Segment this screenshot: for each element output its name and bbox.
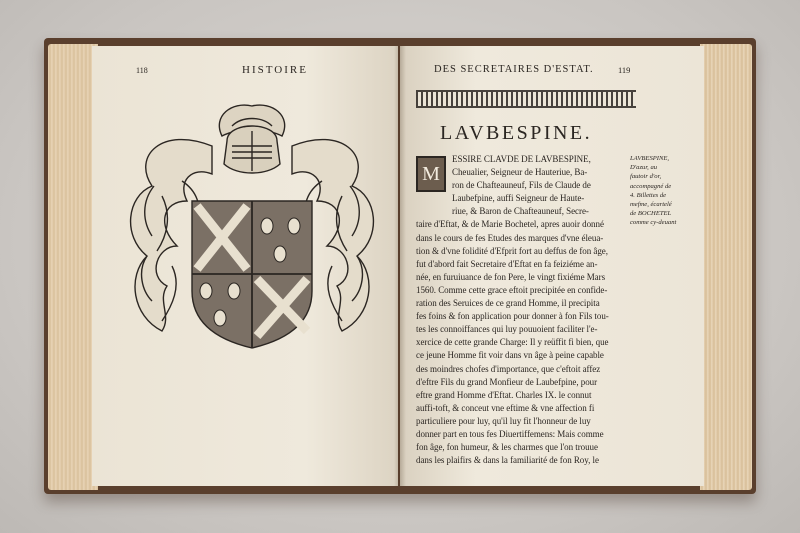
body-line: dans le cours de fes Etudes des marques d'vne éleua- bbox=[416, 232, 604, 243]
body-text bbox=[416, 153, 628, 467]
body-line: ration des Seruices de ce grand Homme, il precipita bbox=[416, 298, 600, 309]
left-running-head: HISTOIRE bbox=[242, 64, 308, 76]
body-line: 1560. Comme cette grace eftoit precipitée en confide- bbox=[416, 284, 608, 295]
body-line: ESSIRE CLAVDE DE LAVBESPINE, bbox=[452, 154, 591, 164]
body-line: dans les plaifirs & dans la familiarité de fon Roy, le bbox=[416, 455, 599, 466]
body-line: d'eftre Fils du grand Monfieur de Laubefpine, pour bbox=[416, 376, 598, 387]
margin-note-line: accompagné de bbox=[630, 182, 672, 190]
margin-note-line: fautoir d'or, bbox=[630, 173, 662, 181]
margin-note-line: de BOCHETEL bbox=[630, 210, 672, 218]
body-line: fes foins & fon application pour donner à fon Fils tou- bbox=[416, 311, 609, 322]
left-page bbox=[92, 46, 398, 486]
body-line: Laubefpine, auffi Seigneur de Haute- bbox=[452, 193, 585, 204]
margin-note-line: D'azur, au bbox=[630, 164, 658, 172]
body-line: fon âge, fon humeur, & les charmes que l'on trouue bbox=[416, 442, 598, 453]
margin-note-line: comme cy-deuant bbox=[630, 219, 677, 227]
margin-note-line: LAVBESPINE, bbox=[630, 155, 670, 162]
body-line: née, en furuiuance de fon Pere, le vingt fixiéme Mars bbox=[416, 271, 606, 282]
body-line: riue, & Baron de Chafteauneuf, Secre- bbox=[452, 206, 589, 217]
body-line: particuliere pour luy, qu'il luy fit l'honneur de luy bbox=[416, 415, 591, 426]
left-page-edges bbox=[48, 44, 98, 490]
left-folio: 118 bbox=[136, 66, 148, 75]
margin-note bbox=[630, 154, 700, 228]
body-line: des moindres chofes d'importance, que c'eftoit affez bbox=[416, 363, 601, 374]
ornamental-headband bbox=[416, 90, 636, 108]
coat-of-arms-engraving bbox=[102, 86, 398, 386]
body-line: xercice de cette grande Charge: Il y reüffit fi bien, que bbox=[416, 337, 609, 348]
book-gutter bbox=[394, 46, 406, 486]
right-page-edges bbox=[700, 44, 752, 490]
right-folio: 119 bbox=[618, 65, 631, 75]
body-line: fut d'abord fait Secretaire d'Eftat en fa feiziéme an- bbox=[416, 258, 598, 269]
drop-cap: M bbox=[416, 156, 446, 192]
body-line: ce jeune Homme fit voir dans vn âge à peine capable bbox=[416, 350, 604, 361]
margin-note-line: 4. Billettes de bbox=[630, 191, 667, 199]
right-running-head: DES SECRETAIRES D'ESTAT. bbox=[434, 64, 594, 75]
body-line: taire d'Eftat, & de Marie Bochetel, apres auoir donné bbox=[416, 219, 604, 230]
body-line: tes les connoiffances qui luy pouuoient faciliter l'e- bbox=[416, 324, 598, 335]
chapter-title: LAVBESPINE. bbox=[440, 122, 593, 144]
margin-note-line: mefme, écartelé bbox=[630, 201, 672, 209]
body-line: Cheualier, Seigneur de Hauteriue, Ba- bbox=[452, 167, 588, 178]
body-line: eftre grand Homme d'Eftat. Charles IX. le connut bbox=[416, 389, 592, 400]
right-page bbox=[400, 46, 704, 486]
body-line: donner part en tous fes Diuertiffemens: Mais comme bbox=[416, 428, 604, 439]
body-line: ron de Chafteauneuf, Fils de Claude de bbox=[452, 180, 591, 191]
body-line: tion & d'vne folidité d'Efprit fort au deffus de fon âge, bbox=[416, 245, 608, 256]
body-line: auffi-toft, & conceut vne eftime & vne affection fi bbox=[416, 402, 595, 413]
